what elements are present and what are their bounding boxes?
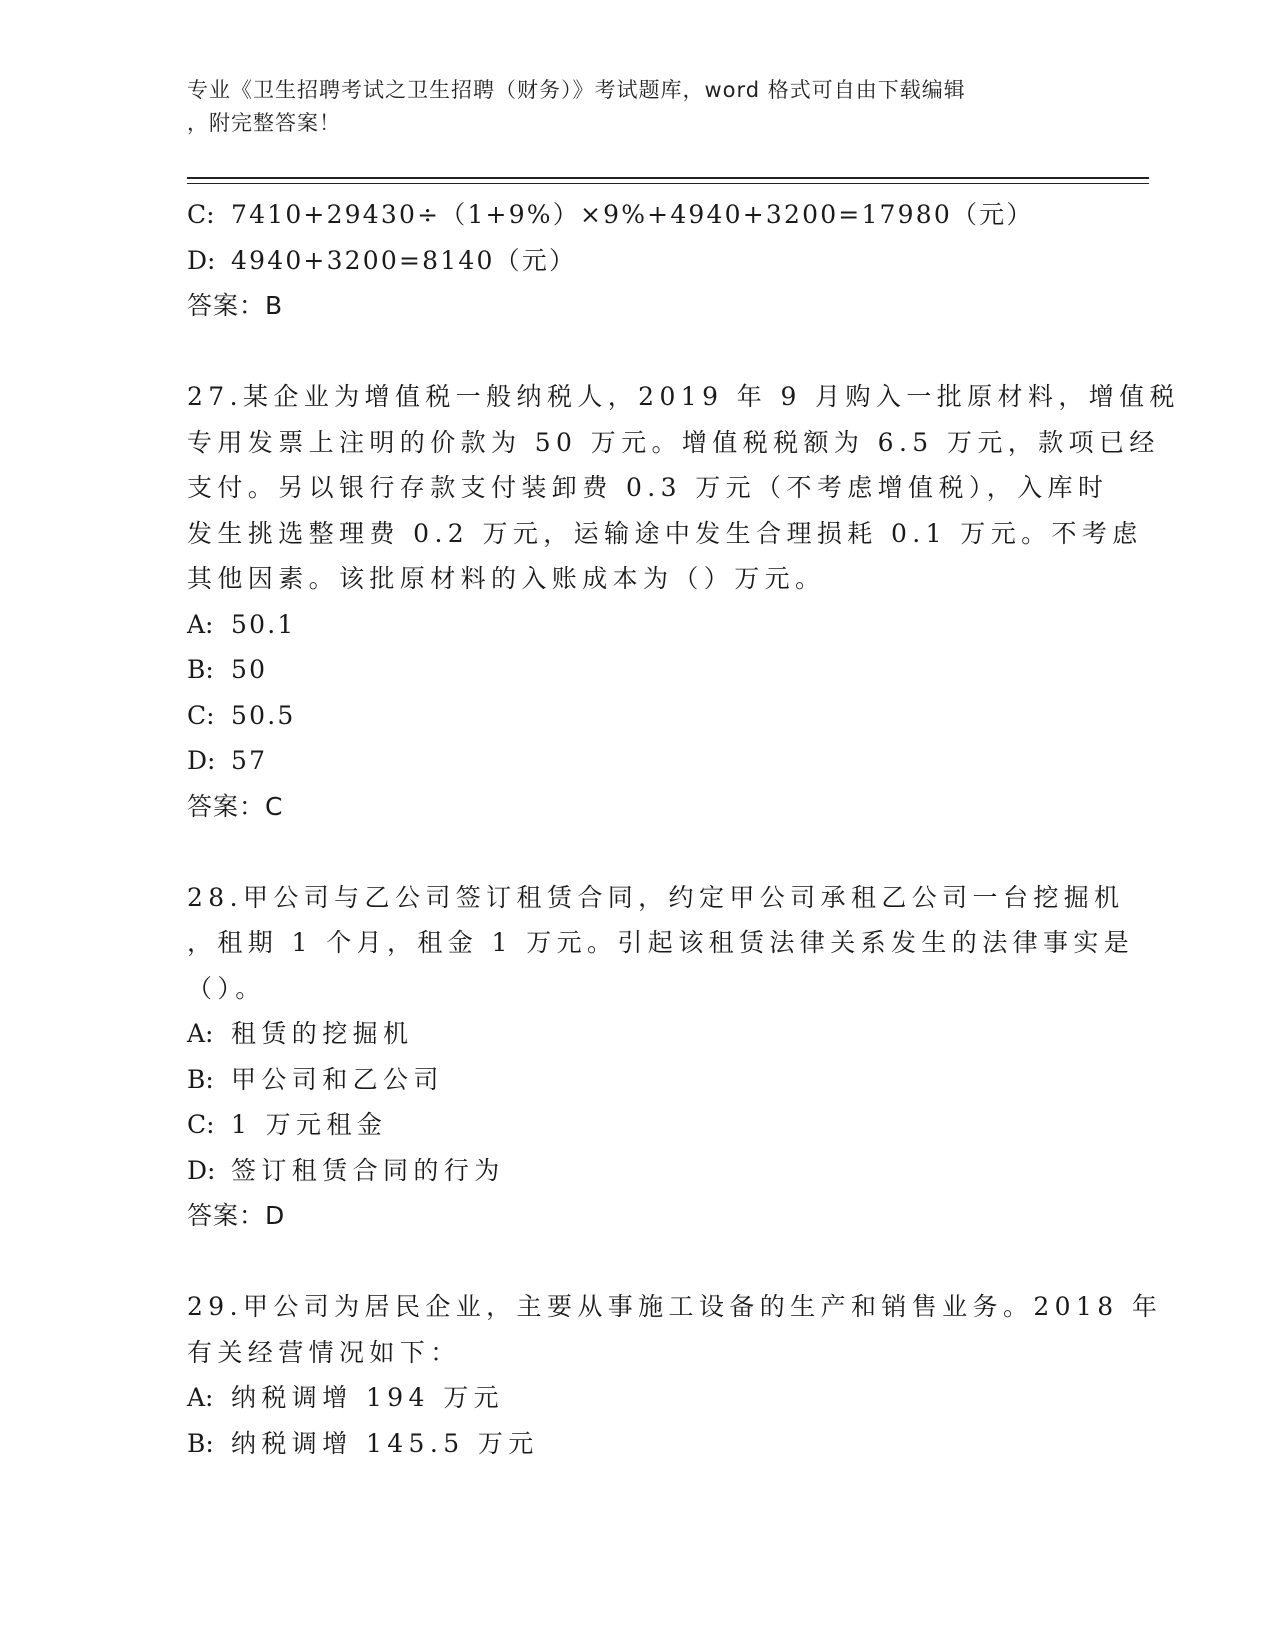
question-text-line: 专用发票上注明的价款为 50 万元。增值税税额为 6.5 万元，款项已经 (187, 427, 1160, 457)
question-text-line: 28.甲公司与乙公司签订租赁合同，约定甲公司承租乙公司一台挖掘机 (187, 882, 1125, 912)
document-header (187, 74, 1087, 140)
answer: 答案：B (187, 291, 284, 320)
option-a: A: 租赁的挖掘机 (187, 1019, 414, 1048)
option-a: A: 50.1 (187, 609, 296, 639)
option-c: C: 50.5 (187, 700, 296, 730)
header-rule-thick (187, 177, 1149, 179)
question-29 (187, 1284, 1163, 1466)
question-text-line: 有关经营情况如下： (187, 1337, 461, 1367)
option-b: B: 50 (187, 655, 268, 684)
option-d: D: 签订租赁合同的行为 (187, 1155, 505, 1185)
answer: 答案：C (187, 791, 284, 821)
header-line-2: ，附完整答案！ (187, 111, 341, 135)
question-28 (187, 875, 1135, 1239)
option-c: C: 7410+29430÷（1+9%）×9%+4940+3200=17980（元） (187, 200, 1034, 229)
option-d: D: 4940+3200=8140（元） (187, 245, 577, 275)
prev-question (187, 192, 1087, 329)
answer: 答案：D (187, 1201, 286, 1230)
option-c: C: 1 万元租金 (187, 1110, 388, 1139)
document-content (187, 192, 1180, 1466)
question-text-line: 发生挑选整理费 0.2 万元，运输途中发生合理损耗 0.1 万元。不考虑 (187, 518, 1143, 548)
option-b: B: 甲公司和乙公司 (187, 1064, 444, 1094)
header-line-1: 专业《卫生招聘考试之卫生招聘（财务）》考试题库，word 格式可自由下载编辑 (187, 78, 966, 102)
option-a: A: 纳税调增 194 万元 (187, 1383, 505, 1412)
header-rule-thin (187, 183, 1149, 184)
question-text-line: （）。 (187, 973, 266, 1003)
question-text-line: 29.甲公司为居民企业，主要从事施工设备的生产和销售业务。2018 年 (187, 1292, 1163, 1321)
question-text-line: 支付。另以银行存款支付装卸费 0.3 万元（不考虑增值税），入库时 (187, 473, 1109, 502)
question-text-line: 27.某企业为增值税一般纳税人，2019 年 9 月购入一批原材料，增值税 (187, 382, 1180, 411)
question-27 (187, 374, 1180, 829)
option-d: D: 57 (187, 746, 268, 775)
option-b: B: 纳税调增 145.5 万元 (187, 1428, 539, 1458)
question-text-line: 其他因素。该批原材料的入账成本为（）万元。 (187, 564, 826, 593)
question-text-line: ，租期 1 个月，租金 1 万元。引起该租赁法律关系发生的法律事实是 (187, 928, 1135, 957)
